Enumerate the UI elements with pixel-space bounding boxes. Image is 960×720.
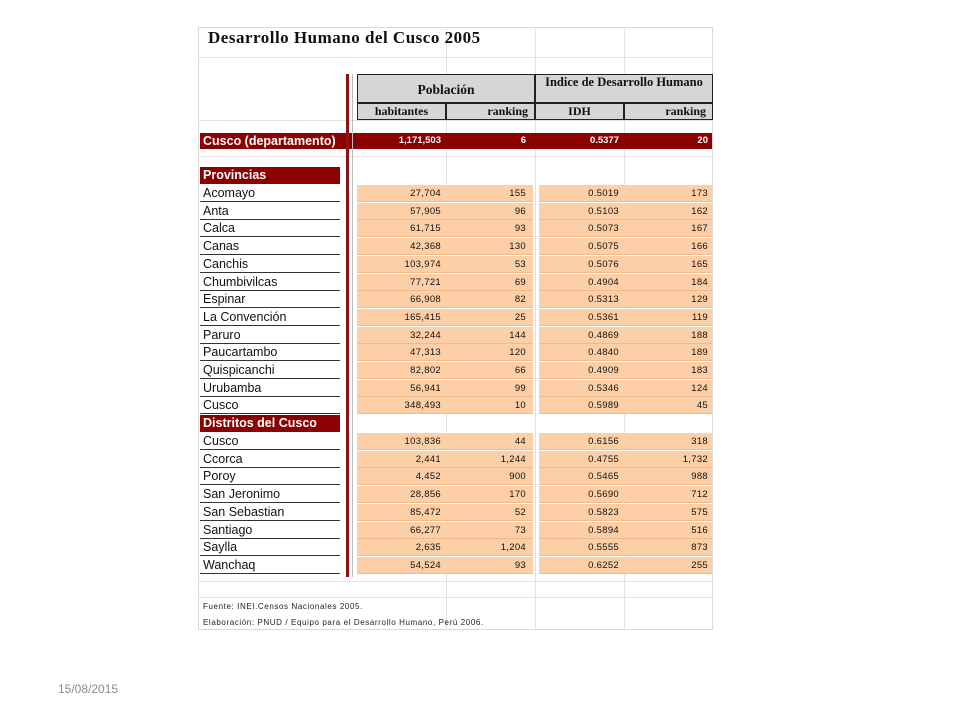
table-row — [200, 274, 712, 291]
table-row — [200, 557, 712, 574]
row-name: San Jeronimo — [200, 486, 340, 503]
idh-value: 0.5555 — [588, 542, 619, 554]
idh-ranking-value: 712 — [691, 489, 708, 501]
table-title: Desarrollo Humano del Cusco 2005 — [208, 28, 481, 47]
idh-value: 0.6252 — [588, 559, 619, 571]
row-name: Espinar — [200, 291, 340, 308]
table-row — [200, 220, 712, 237]
ranking-value: 93 — [514, 559, 526, 571]
idh-ranking-value: 166 — [691, 241, 708, 253]
department-idh-ranking: 20 — [697, 135, 708, 146]
habitantes-value: 57,905 — [410, 205, 441, 217]
gridline — [198, 597, 713, 598]
habitantes-value: 61,715 — [410, 223, 441, 235]
column-divider — [346, 74, 349, 577]
header-habitantes: habitantes — [357, 103, 446, 120]
idh-value: 0.4904 — [588, 276, 619, 288]
habitantes-value: 103,836 — [404, 436, 441, 447]
idh-value: 0.4840 — [588, 347, 619, 359]
table-row — [200, 362, 712, 379]
row-name: Ccorca — [200, 451, 340, 468]
table-row — [200, 256, 712, 273]
table-row — [200, 344, 712, 361]
habitantes-value: 28,856 — [410, 489, 441, 501]
idh-value: 0.5823 — [588, 506, 619, 518]
idh-ranking-value: 167 — [691, 223, 708, 235]
header-idh-group: Indice de Desarrollo Humano — [535, 74, 713, 103]
habitantes-value: 4,452 — [415, 471, 441, 483]
column-divider — [352, 74, 353, 577]
table-row — [200, 291, 712, 308]
ranking-value: 10 — [514, 400, 526, 412]
idh-value: 0.5019 — [588, 188, 619, 199]
ranking-value: 99 — [514, 382, 526, 394]
idh-ranking-value: 119 — [691, 311, 708, 323]
row-name: Quispicanchi — [200, 362, 340, 379]
footnote-elaboracion: Elaboración: PNUD / Equipo para el Desarrollo Humano, Perú 2006. — [203, 618, 484, 627]
idh-ranking-value: 184 — [691, 276, 708, 288]
header-idh-ranking: ranking — [624, 103, 713, 120]
ranking-value: 96 — [514, 205, 526, 217]
table-row — [200, 309, 712, 326]
ranking-value: 73 — [514, 524, 526, 536]
ranking-value: 25 — [514, 311, 526, 323]
ranking-value: 93 — [514, 223, 526, 235]
idh-ranking-value: 255 — [691, 559, 708, 571]
row-name: Cusco — [200, 433, 340, 450]
idh-value: 0.5073 — [588, 223, 619, 235]
gridline — [198, 57, 713, 58]
idh-value: 0.5346 — [588, 382, 619, 394]
row-name: Urubamba — [200, 380, 340, 397]
header-poblacion: Población — [357, 74, 535, 103]
ranking-value: 44 — [514, 436, 526, 447]
idh-value: 0.5465 — [588, 471, 619, 483]
row-name: Chumbivilcas — [200, 274, 340, 291]
row-name: Cusco — [200, 397, 340, 414]
slide-date: 15/08/2015 — [58, 682, 119, 696]
header-idh: IDH — [535, 103, 624, 120]
idh-value: 0.5313 — [588, 294, 619, 306]
idh-ranking-value: 165 — [691, 258, 708, 270]
ranking-value: 66 — [514, 365, 526, 376]
footnote-fuente: Fuente: INEI.Censos Nacionales 2005. — [203, 602, 363, 611]
ranking-value: 52 — [514, 506, 526, 518]
idh-value: 0.4909 — [588, 365, 619, 376]
table-row — [200, 433, 712, 450]
idh-ranking-value: 988 — [691, 471, 708, 483]
idh-ranking-value: 1,732 — [682, 453, 708, 465]
ranking-value: 155 — [509, 188, 526, 199]
idh-ranking-value: 575 — [691, 506, 708, 518]
row-name: Acomayo — [200, 185, 340, 202]
row-name: Santiago — [200, 522, 340, 539]
header-ranking: ranking — [446, 103, 535, 120]
habitantes-value: 103,974 — [404, 258, 441, 270]
table-row — [200, 468, 712, 485]
table-row — [200, 380, 712, 397]
idh-value: 0.5690 — [588, 489, 619, 501]
table-row — [200, 486, 712, 503]
habitantes-value: 66,277 — [410, 524, 441, 536]
habitantes-value: 56,941 — [410, 382, 441, 394]
section-distritos: Distritos del Cusco — [200, 415, 340, 432]
row-name: La Convención — [200, 309, 340, 326]
ranking-value: 130 — [509, 241, 526, 253]
idh-value: 0.6156 — [588, 436, 619, 447]
habitantes-value: 42,368 — [410, 241, 441, 253]
idh-ranking-value: 129 — [691, 294, 708, 306]
ranking-value: 82 — [514, 294, 526, 306]
idh-value: 0.4755 — [588, 453, 619, 465]
table-row — [200, 451, 712, 468]
idh-ranking-value: 173 — [691, 188, 708, 199]
idh-ranking-value: 189 — [691, 347, 708, 359]
idh-ranking-value: 162 — [691, 205, 708, 217]
row-name: San Sebastian — [200, 504, 340, 521]
ranking-value: 53 — [514, 258, 526, 270]
row-name: Canchis — [200, 256, 340, 273]
idh-value: 0.5361 — [588, 311, 619, 323]
idh-value: 0.4869 — [588, 329, 619, 341]
ranking-value: 144 — [509, 329, 526, 341]
table-row — [200, 539, 712, 556]
idh-value: 0.5894 — [588, 524, 619, 536]
table-row — [200, 238, 712, 255]
habitantes-value: 54,524 — [410, 559, 441, 571]
habitantes-value: 77,721 — [410, 276, 441, 288]
idh-ranking-value: 318 — [691, 436, 708, 447]
table-row — [200, 504, 712, 521]
ranking-value: 69 — [514, 276, 526, 288]
idh-value: 0.5103 — [588, 205, 619, 217]
row-name: Wanchaq — [200, 557, 340, 574]
table-row — [200, 522, 712, 539]
table-row — [200, 327, 712, 344]
row-name: Paucartambo — [200, 344, 340, 361]
section-provincias: Provincias — [200, 167, 340, 184]
row-name: Saylla — [200, 539, 340, 556]
idh-value: 0.5989 — [588, 400, 619, 412]
ranking-value: 1,204 — [500, 542, 526, 554]
department-habitantes: 1,171,503 — [398, 135, 441, 146]
idh-ranking-value: 124 — [691, 382, 708, 394]
row-name: Anta — [200, 203, 340, 220]
idh-value: 0.5075 — [588, 241, 619, 253]
row-name: Canas — [200, 238, 340, 255]
idh-ranking-value: 183 — [691, 365, 708, 376]
idh-ranking-value: 45 — [696, 400, 708, 412]
idh-value: 0.5076 — [588, 258, 619, 270]
department-ranking: 6 — [520, 135, 526, 146]
habitantes-value: 348,493 — [404, 400, 441, 412]
table-row — [200, 203, 712, 220]
habitantes-value: 47,313 — [410, 347, 441, 359]
row-name: Poroy — [200, 468, 340, 485]
habitantes-value: 165,415 — [404, 311, 441, 323]
gridline — [198, 156, 713, 157]
ranking-value: 120 — [509, 347, 526, 359]
idh-ranking-value: 188 — [691, 329, 708, 341]
department-name: Cusco (departamento) — [203, 134, 336, 148]
idh-ranking-value: 873 — [691, 542, 708, 554]
table-row — [200, 185, 712, 202]
habitantes-value: 2,441 — [415, 453, 441, 465]
row-name: Paruro — [200, 327, 340, 344]
gridline — [198, 120, 713, 121]
table-row — [200, 397, 712, 414]
habitantes-value: 27,704 — [410, 188, 441, 199]
ranking-value: 170 — [509, 489, 526, 501]
ranking-value: 900 — [509, 471, 526, 483]
row-name: Calca — [200, 220, 340, 237]
habitantes-value: 82,802 — [410, 365, 441, 376]
habitantes-value: 32,244 — [410, 329, 441, 341]
habitantes-value: 66,908 — [410, 294, 441, 306]
gridline — [198, 581, 713, 582]
idh-ranking-value: 516 — [691, 524, 708, 536]
habitantes-value: 2,635 — [415, 542, 441, 554]
habitantes-value: 85,472 — [410, 506, 441, 518]
department-idh: 0.5377 — [589, 135, 619, 146]
ranking-value: 1,244 — [500, 453, 526, 465]
department-row — [200, 133, 712, 149]
